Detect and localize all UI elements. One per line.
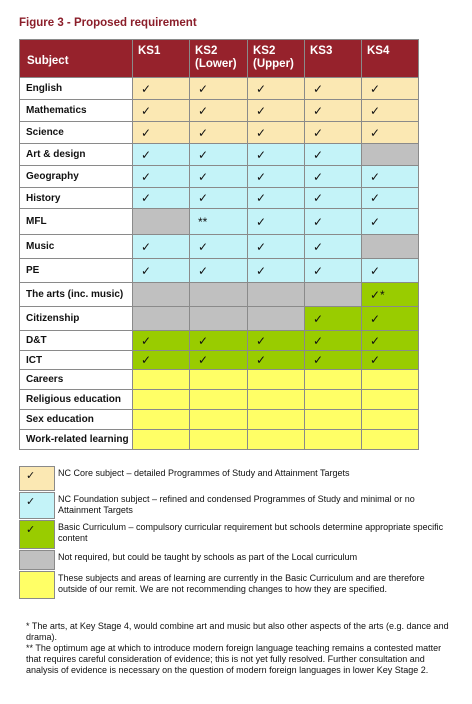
requirement-mark: ✓ [256,103,267,118]
requirement-mark: ✓ [256,125,267,140]
requirement-cell [362,307,419,331]
footnote-mfl: ** The optimum age at which to introduce modern foreign language teaching remains a contested matter that requires careful consideration of evidence; this is not yet fully resolved. Further consultation and analysis of evidence is necessary on the question of modern foreign languages in lower Key Stage 2. [26,643,442,675]
requirement-cell [362,100,419,122]
subject-label: Work-related learning [20,430,133,450]
requirement-mark: ✓ [370,214,381,229]
requirement-mark: ✓ [313,169,324,184]
requirement-mark: ✓ [141,169,152,184]
requirement-mark: ✓ [198,103,209,118]
header-row [20,40,419,78]
legend-text: Basic Curriculum – compulsory curricular requirement but schools determine appropriate specific content [58,522,444,543]
subject-label: The arts (inc. music) [20,283,133,307]
requirement-cell [133,100,190,122]
subject-label: Science [20,122,133,144]
legend-item [19,550,447,571]
requirement-mark: ✓ [141,125,152,140]
requirement-cell [305,144,362,166]
requirement-mark: ✓ [198,191,209,205]
requirement-mark: ✓ [313,333,324,348]
requirement-cell [190,430,248,450]
table-row [20,351,419,370]
requirement-cell [305,410,362,430]
requirement-mark: ✓ [141,239,152,254]
requirement-mark: ✓ [198,333,209,348]
requirement-cell [190,122,248,144]
subject-label: History [20,188,133,209]
requirement-cell [305,331,362,351]
requirement-mark: ✓ [370,311,381,326]
requirement-cell [133,235,190,259]
requirement-cell [190,370,248,390]
requirement-cell [362,351,419,370]
table-row [20,188,419,209]
table-row [20,166,419,188]
column-header-ks2-lower: KS2 (Lower) [190,40,248,78]
requirement-cell [248,331,305,351]
requirement-cell [248,370,305,390]
requirement-cell [133,370,190,390]
requirement-mark: ✓ [313,103,324,118]
requirement-cell [190,100,248,122]
requirement-cell [305,351,362,370]
requirement-mark: ✓ [370,103,381,118]
requirement-mark: ✓* [370,287,385,302]
requirement-mark: ✓ [313,214,324,229]
column-header-ks1: KS1 [133,40,190,78]
requirement-cell [305,259,362,283]
table-row [20,259,419,283]
requirement-cell [133,430,190,450]
requirement-mark: ✓ [198,353,209,367]
subject-label: Careers [20,370,133,390]
requirement-mark: ✓ [370,191,381,205]
requirement-cell [190,78,248,100]
requirement-cell [248,259,305,283]
requirement-mark: ✓ [198,263,209,278]
column-header-ks4: KS4 [362,40,419,78]
requirement-cell [248,122,305,144]
requirement-cell [248,209,305,235]
requirement-cell [362,259,419,283]
requirement-cell [362,390,419,410]
requirement-cell [362,78,419,100]
table-row [20,370,419,390]
requirement-cell [133,410,190,430]
legend-swatch [19,520,55,549]
requirement-cell [362,370,419,390]
requirement-cell [190,235,248,259]
requirement-cell [362,144,419,166]
table-row [20,390,419,410]
legend-mark: ✓ [26,470,36,482]
requirement-mark: ✓ [313,125,324,140]
subject-label: MFL [20,209,133,235]
requirements-table [19,39,419,450]
legend-text: NC Foundation subject – refined and condensed Programmes of Study and minimal or no Attainment Targets [58,494,415,515]
table-row [20,307,419,331]
requirement-cell [305,283,362,307]
requirement-mark: ✓ [256,214,267,229]
requirement-cell [248,410,305,430]
requirement-cell [362,283,419,307]
table-row [20,283,419,307]
requirement-cell [190,209,248,235]
requirement-cell [190,259,248,283]
requirement-mark: ✓ [141,263,152,278]
requirement-cell [305,370,362,390]
requirement-cell [362,430,419,450]
legend-item [19,571,447,600]
requirement-cell [190,331,248,351]
requirement-cell [248,351,305,370]
requirement-cell [190,390,248,410]
legend-mark: ✓ [26,496,36,508]
requirement-mark: ✓ [256,169,267,184]
requirement-mark: ✓ [370,81,381,96]
requirement-mark: ✓ [370,353,381,367]
subject-label: Music [20,235,133,259]
column-header-ks2-upper: KS2 (Upper) [248,40,305,78]
table-row [20,144,419,166]
requirement-mark: ✓ [141,191,152,205]
subject-label: PE [20,259,133,283]
legend-item [19,466,447,492]
requirement-mark: ✓ [313,191,324,205]
requirement-mark: ✓ [370,169,381,184]
subject-label: Religious education [20,390,133,410]
requirement-mark: ✓ [370,125,381,140]
column-header-subject: Subject [20,40,133,78]
requirement-cell [190,144,248,166]
legend-text: NC Core subject – detailed Programmes of Study and Attainment Targets [58,468,350,478]
requirement-cell [362,235,419,259]
requirement-mark: ✓ [313,263,324,278]
requirement-mark: ✓ [256,333,267,348]
requirement-cell [305,122,362,144]
figure-title: Figure 3 - Proposed requirement [19,17,197,29]
requirement-cell [248,100,305,122]
requirement-cell [133,283,190,307]
requirement-mark: ✓ [256,191,267,205]
requirement-cell [248,166,305,188]
subject-label: Geography [20,166,133,188]
requirement-cell [133,78,190,100]
requirement-cell [362,122,419,144]
requirement-cell [305,166,362,188]
requirement-cell [133,209,190,235]
requirement-mark: ✓ [198,147,209,162]
legend-mark: ✓ [26,524,36,536]
requirement-mark: ✓ [141,333,152,348]
subject-label: Mathematics [20,100,133,122]
table-body [20,78,419,450]
requirement-cell [305,100,362,122]
legend-item [19,520,447,550]
table-row [20,209,419,235]
requirement-mark: ✓ [256,353,267,367]
requirement-cell [305,78,362,100]
requirement-cell [133,307,190,331]
requirement-cell [362,209,419,235]
requirement-cell [362,410,419,430]
requirement-cell [190,307,248,331]
requirement-mark: ✓ [370,263,381,278]
legend-item [19,492,447,520]
requirement-mark: ✓ [313,353,324,367]
requirement-mark: ✓ [256,147,267,162]
subject-label: D&T [20,331,133,351]
requirement-cell [190,410,248,430]
legend [19,466,447,600]
requirement-cell [248,144,305,166]
requirement-cell [305,209,362,235]
requirement-cell [133,390,190,410]
requirement-cell [305,430,362,450]
requirement-cell [133,351,190,370]
requirement-cell [305,307,362,331]
subject-label: English [20,78,133,100]
requirement-mark: ✓ [198,169,209,184]
requirement-cell [133,122,190,144]
table-row [20,100,419,122]
table-row [20,331,419,351]
subject-label: Art & design [20,144,133,166]
requirement-cell [248,390,305,410]
requirement-cell [248,307,305,331]
column-header-ks3: KS3 [305,40,362,78]
requirement-cell [362,188,419,209]
requirement-cell [248,188,305,209]
table-row [20,122,419,144]
requirement-mark: ✓ [256,263,267,278]
requirement-mark: ✓ [256,81,267,96]
requirement-mark: ✓ [313,147,324,162]
requirement-mark: ✓ [198,125,209,140]
legend-swatch [19,492,55,519]
table-row [20,235,419,259]
table-row [20,78,419,100]
requirement-cell [248,235,305,259]
subject-label: Citizenship [20,307,133,331]
requirement-cell [190,166,248,188]
requirement-cell [248,283,305,307]
requirement-cell [305,235,362,259]
subject-label: ICT [20,351,133,370]
requirement-cell [133,188,190,209]
legend-text: Not required, but could be taught by schools as part of the Local curriculum [58,552,358,562]
table-row [20,410,419,430]
requirement-cell [133,144,190,166]
requirement-mark: ✓ [313,239,324,254]
requirement-mark: ✓ [141,81,152,96]
requirement-mark: ✓ [141,353,152,367]
requirement-mark: ✓ [313,311,324,326]
table-row [20,430,419,450]
requirement-cell [248,430,305,450]
requirement-mark: ✓ [198,239,209,254]
requirement-cell [305,188,362,209]
subject-label: Sex education [20,410,133,430]
requirement-mark: ✓ [198,81,209,96]
footnote-arts: * The arts, at Key Stage 4, would combine art and music but also other aspects of the arts (e.g. dance and drama). [26,621,449,642]
footnotes [26,621,450,676]
legend-text: These subjects and areas of learning are currently in the Basic Curriculum and are therefore outside of our remit. We are not recommending changes to how they are specified. [58,573,425,594]
requirement-cell [133,166,190,188]
requirement-cell [248,78,305,100]
requirement-mark: ✓ [370,333,381,348]
requirement-cell [133,259,190,283]
requirement-mark: ✓ [313,81,324,96]
requirement-cell [362,331,419,351]
requirement-mark: ** [198,214,208,229]
requirement-mark: ✓ [141,147,152,162]
requirement-mark: ✓ [256,239,267,254]
legend-swatch [19,466,55,491]
legend-swatch [19,571,55,599]
requirement-cell [190,351,248,370]
requirement-cell [305,390,362,410]
requirement-cell [190,283,248,307]
requirement-cell [362,166,419,188]
legend-swatch [19,550,55,570]
requirement-cell [190,188,248,209]
requirement-mark: ✓ [141,103,152,118]
requirement-cell [133,331,190,351]
